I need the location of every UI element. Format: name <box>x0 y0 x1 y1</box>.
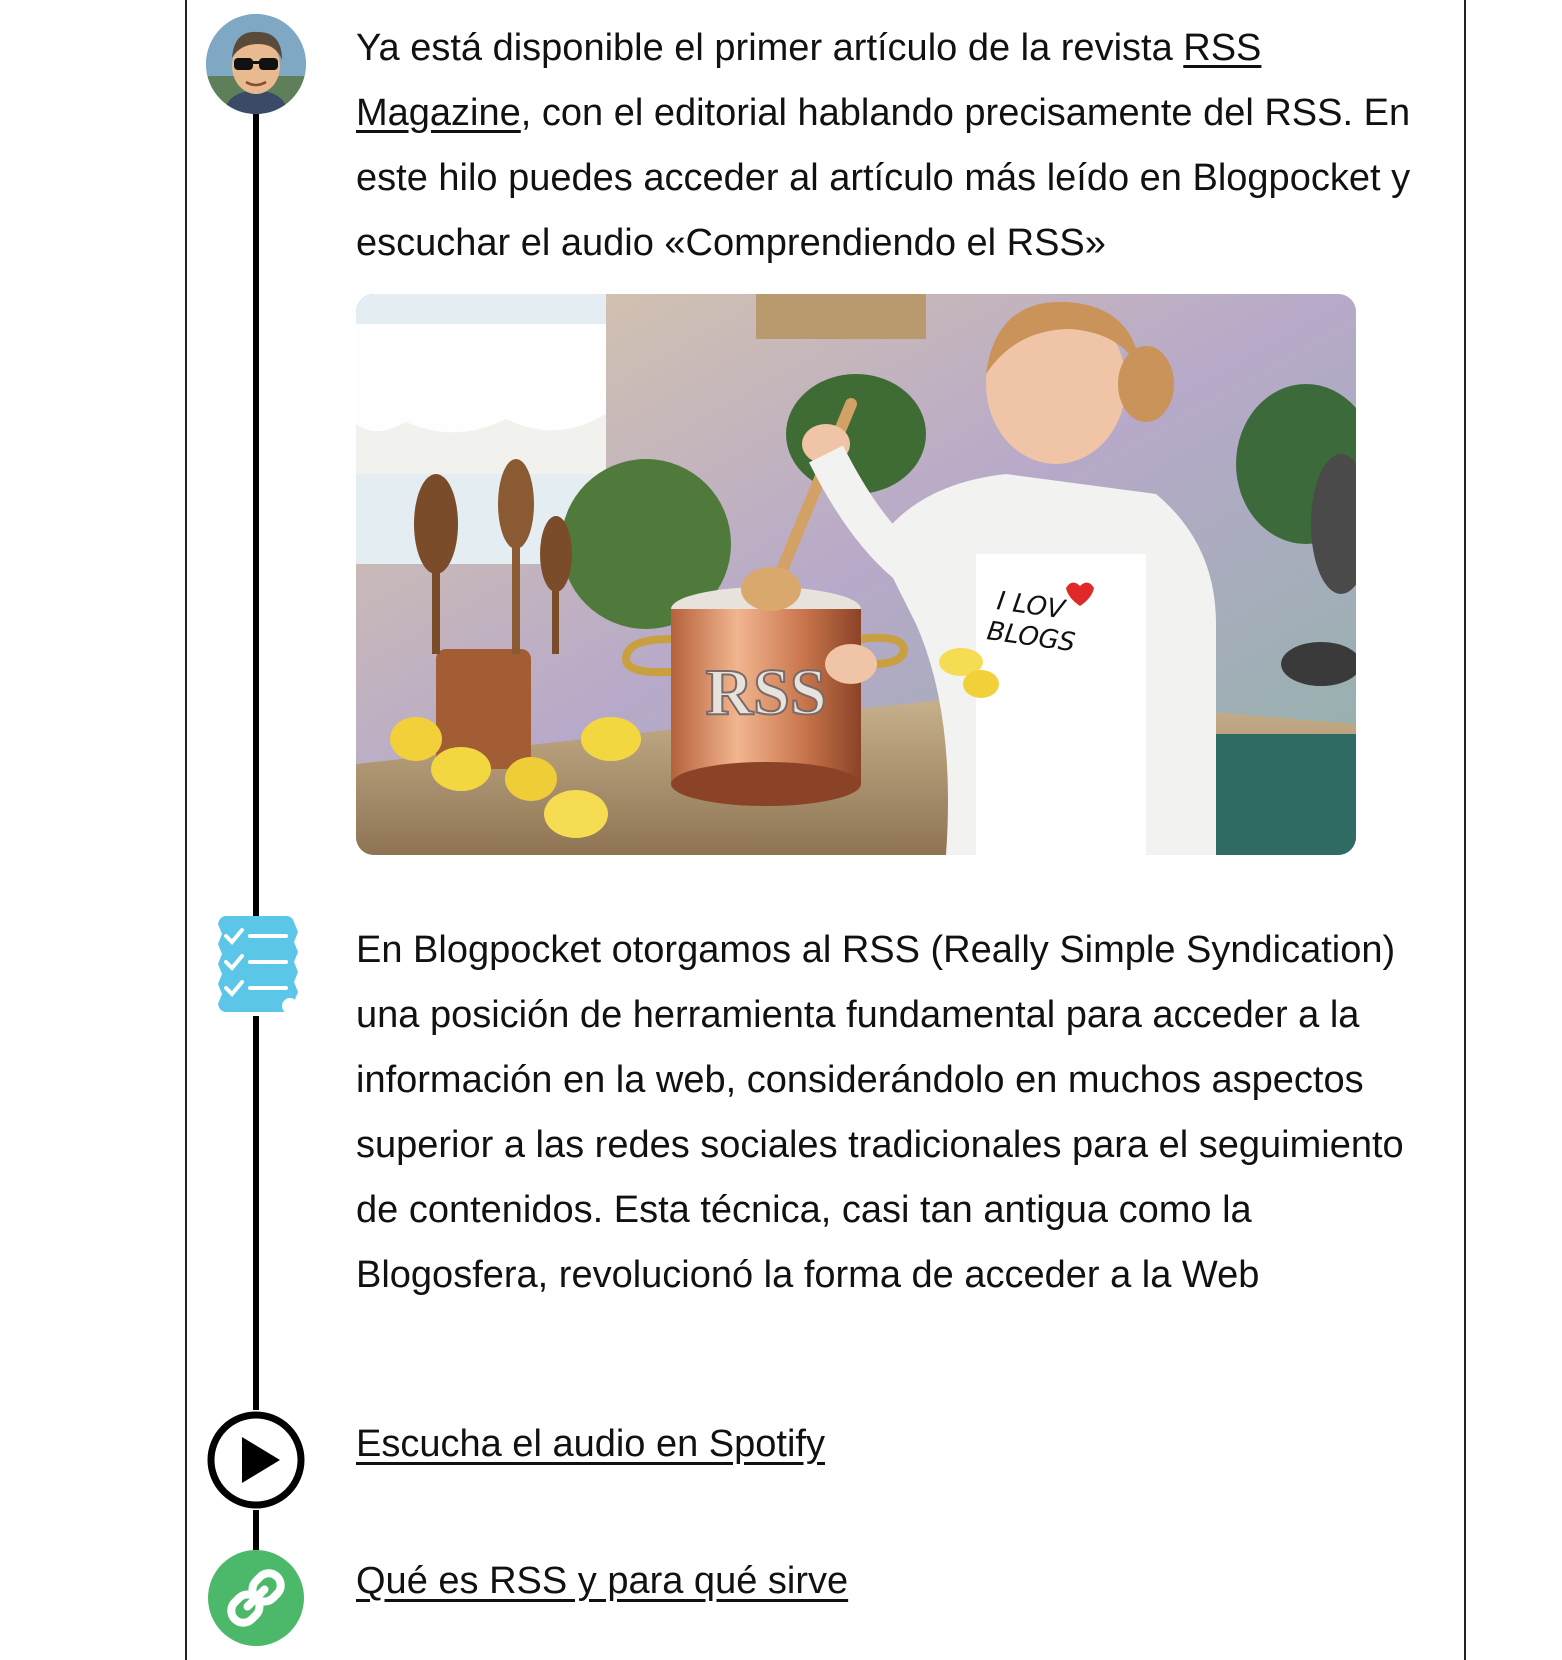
apron-text-2: BLOGS <box>985 616 1077 659</box>
rss-article-link[interactable]: Qué es RSS y para qué sirve <box>356 1560 849 1602</box>
right-border <box>1464 0 1466 1660</box>
apron-text-1: I LOV <box>995 586 1067 626</box>
left-border <box>185 0 187 1660</box>
rss-magazine-link[interactable]: RSS Magazine <box>356 27 1262 134</box>
thread-line <box>253 112 259 918</box>
post-text-part2: , con el editorial hablando precisamente del RSS. En este hilo puedes acceder al artículo más leído en Blogpocket y escuchar el audio «Comprendiendo el RSS» <box>356 92 1411 264</box>
checklist-icon <box>216 916 298 1016</box>
play-icon[interactable] <box>206 1410 306 1510</box>
pot-label: RSS <box>705 656 827 729</box>
thread-line <box>253 1510 259 1550</box>
spotify-link-row <box>356 1414 825 1474</box>
post-image[interactable] <box>356 294 1356 855</box>
avatar[interactable] <box>206 14 306 114</box>
post-text <box>356 16 1426 276</box>
link-icon[interactable] <box>206 1548 306 1648</box>
spotify-link[interactable]: Escucha el audio en Spotify <box>356 1423 825 1465</box>
post-text-part1: Ya está disponible el primer artículo de la revista <box>356 27 1184 69</box>
article-text: En Blogpocket otorgamos al RSS (Really Simple Syndication) una posición de herramienta fundamental para acceder a la información en la web, considerándolo en muchos aspectos superior a las redes sociales tradicionales para el seguimiento de contenidos. Esta técnica, casi tan antigua como la Blogosfera, revolucionó la forma de acceder a la Web <box>356 929 1404 1296</box>
thread-line <box>253 1016 259 1410</box>
rss-article-link-row <box>356 1551 848 1611</box>
